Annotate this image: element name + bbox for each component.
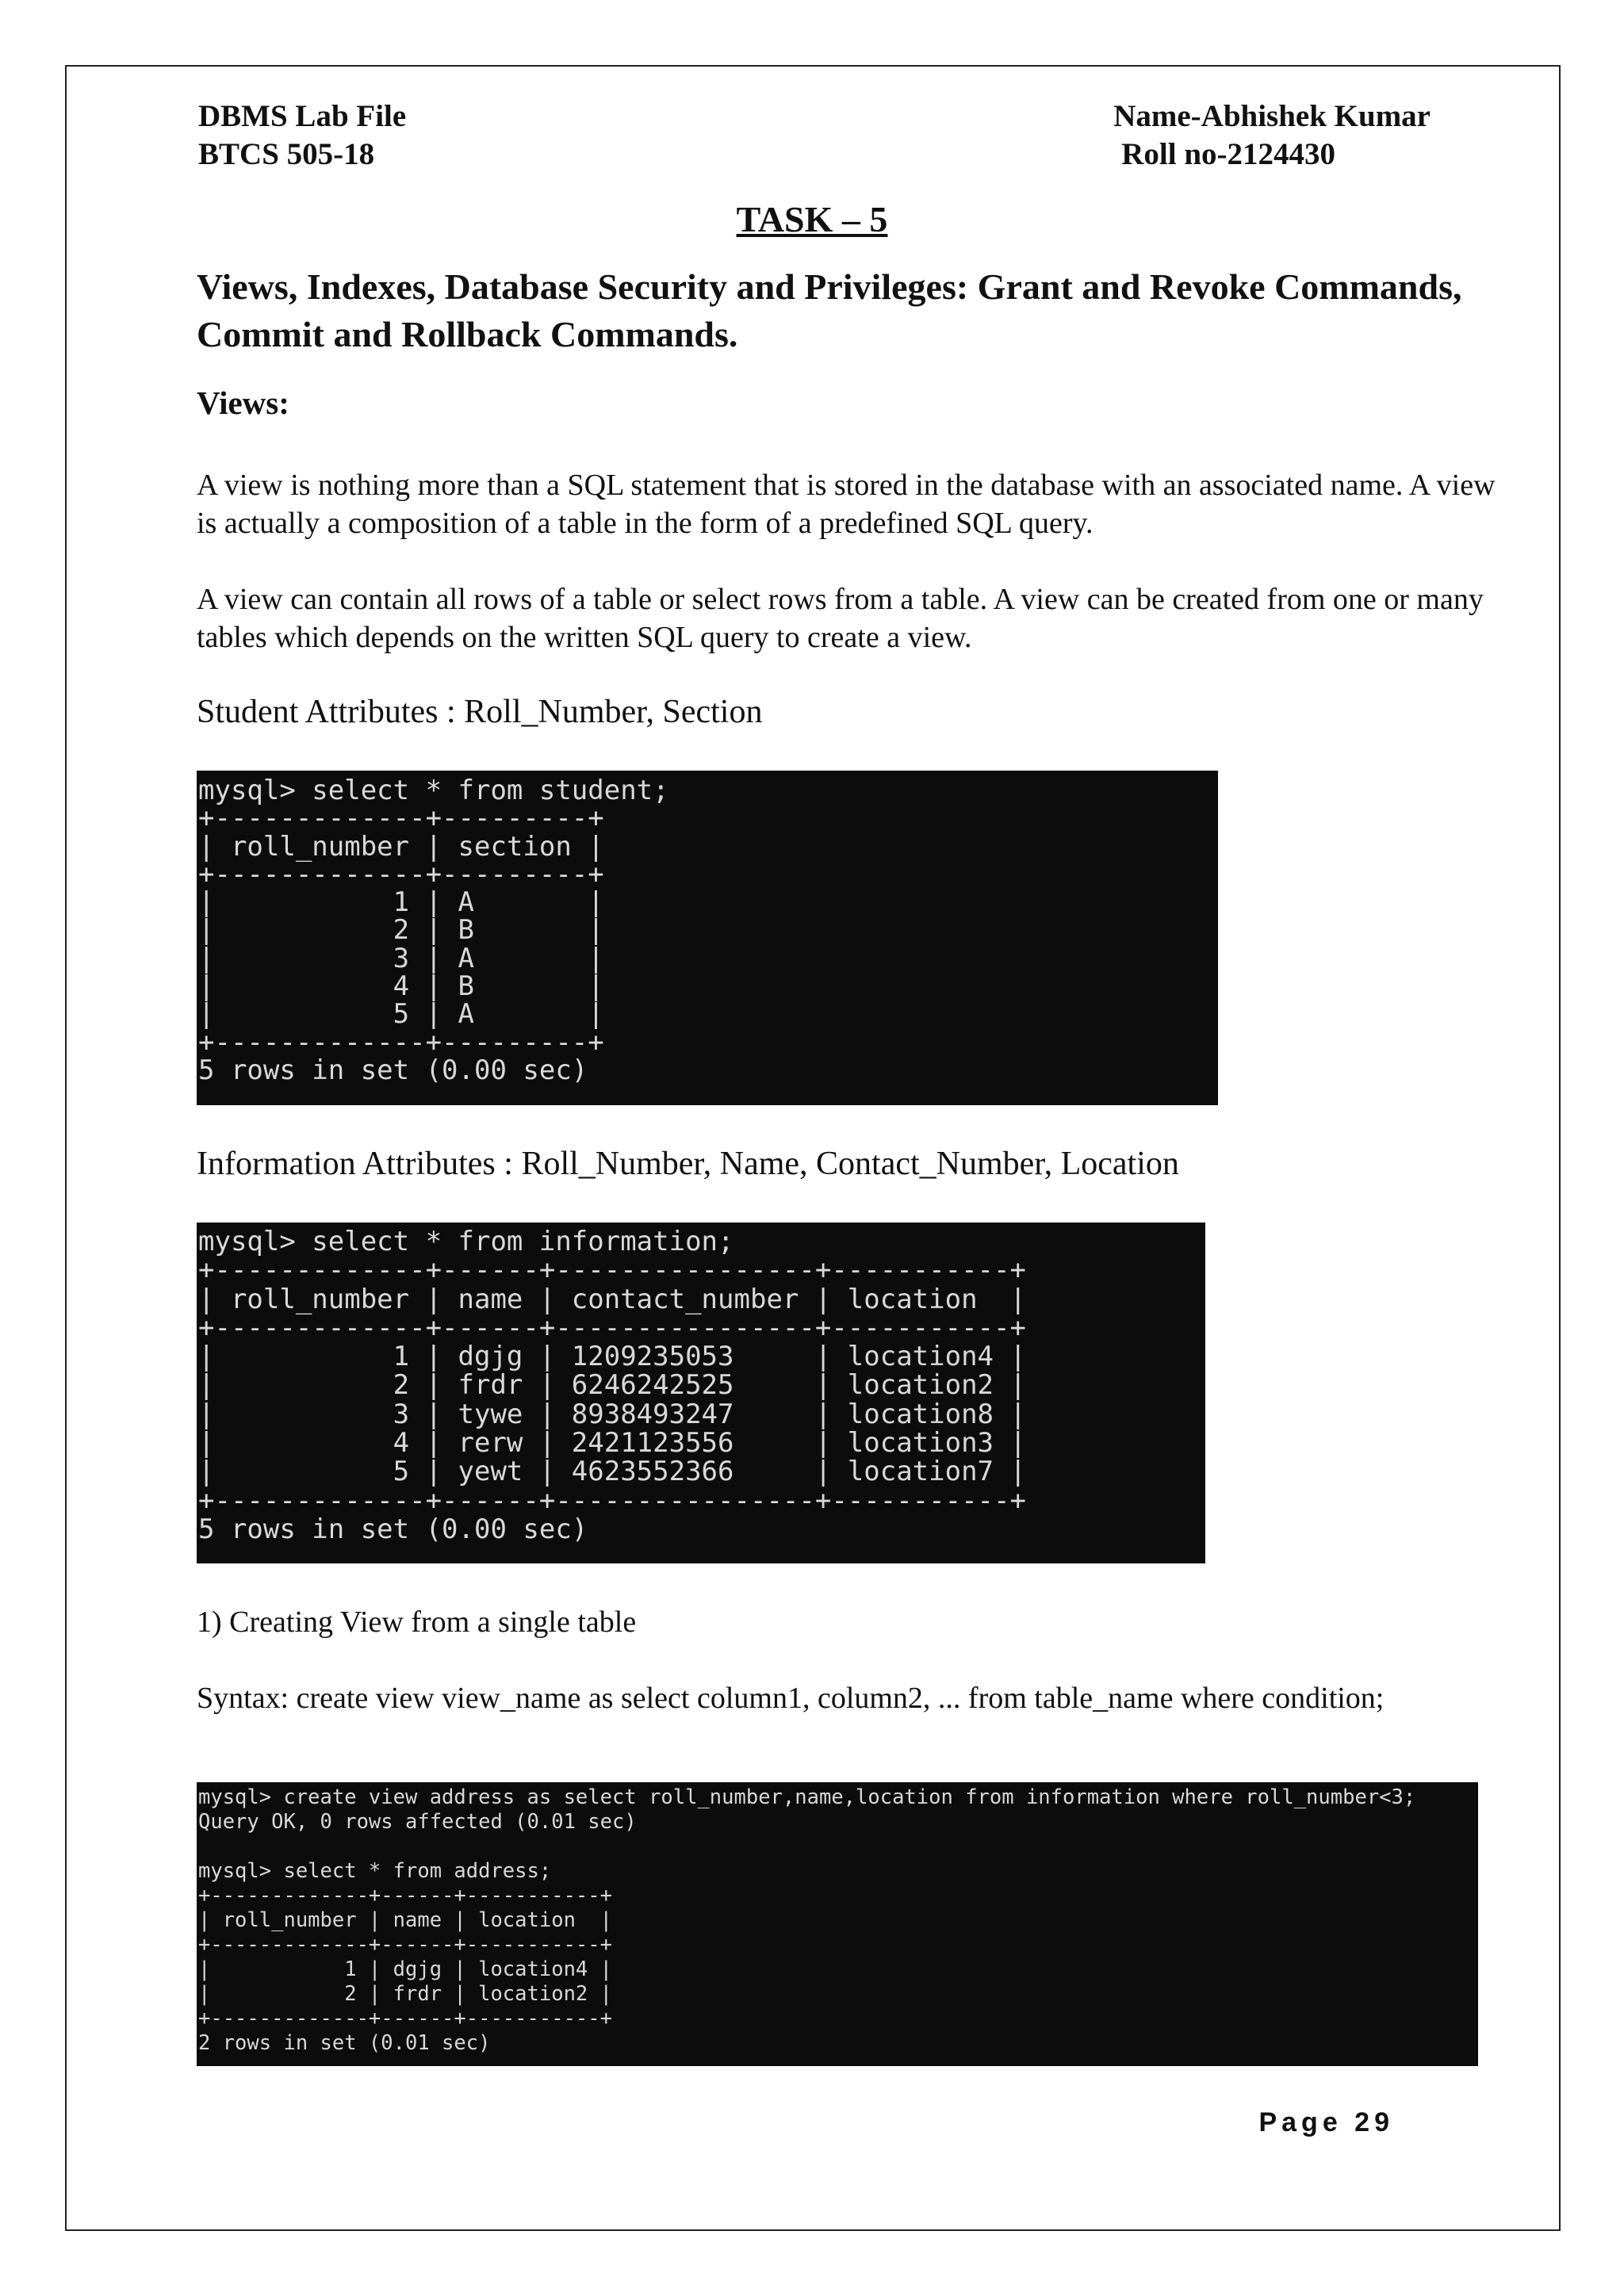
header-course-code: BTCS 505-18 [198,137,375,171]
header-student-name: Name-Abhishek Kumar [1113,99,1431,133]
creating-view-step-label: 1) Creating View from a single table [197,1605,637,1639]
information-query-terminal [197,1223,1205,1563]
header-roll-no: Roll no-2124430 [1121,137,1335,171]
views-definition-paragraph: A view is nothing more than a SQL statement that is stored in the database with an associated name. A view is actually a composition of a table in the form of a predefined SQL query. [197,469,1496,540]
student-attributes-label: Student Attributes : Roll_Number, Section [197,694,763,730]
information-attributes-label: Information Attributes : Roll_Number, Name, Contact_Number, Location [197,1146,1179,1182]
create-view-syntax: Syntax: create view view_name as select column1, column2, ... from table_name where condition; [197,1682,1385,1715]
task-title: TASK – 5 [736,199,888,239]
views-scope-paragraph: A view can contain all rows of a table or select rows from a table. A view can be created from one or many tables which depends on the written SQL query to create a view. [197,583,1484,654]
views-heading: Views: [197,385,289,421]
main-heading: Views, Indexes, Database Security and Privileges: Grant and Revoke Commands, Commit and Rollback Commands. [197,266,1462,354]
student-query-output: mysql> select * from student; +-------------+---------+ | roll_number | section | +-------------+---------+ | 1 | A | | 2 | B | | 3 | A | | 4 | B | | 5 | A | +-------------+---------+ 5 rows in set (0.00 sec) [198,775,669,1086]
page-number: Page 29 [1258,2107,1394,2137]
header-lab-file: DBMS Lab File [198,99,407,133]
student-query-terminal [197,771,1218,1105]
information-query-output: mysql> select * from information; +-------------+------+----------------+-----------+ | roll_number | name | contact_number | location | +-------------+------+----------------+-----------+ | 1 | dgjg | 1209235053 | location4 | | 2 | frdr | 6246242525 | location2 | | 3 | tywe | 8938493247 | location8 | | 4 | rerw | 2421123556 | location3 | | 5 | yewt | 4623552366 | location7 | +-------------+------+----------------+-----------+ 5 rows in set (0.00 sec) [198,1226,1026,1545]
create-view-output: mysql> create view address as select roll_number,name,location from information where roll_number<3; Query OK, 0 rows affected (0.01 sec) mysql> select * from address; +-------------+------+-----------+ | roll_number | name | location | +-------------+------+-----------+ | 1 | dgjg | location4 | | 2 | frdr | location2 | +-------------+------+-----------+ 2 rows in set (0.01 sec) [198,1785,1416,2055]
create-view-terminal [197,1782,1478,2066]
